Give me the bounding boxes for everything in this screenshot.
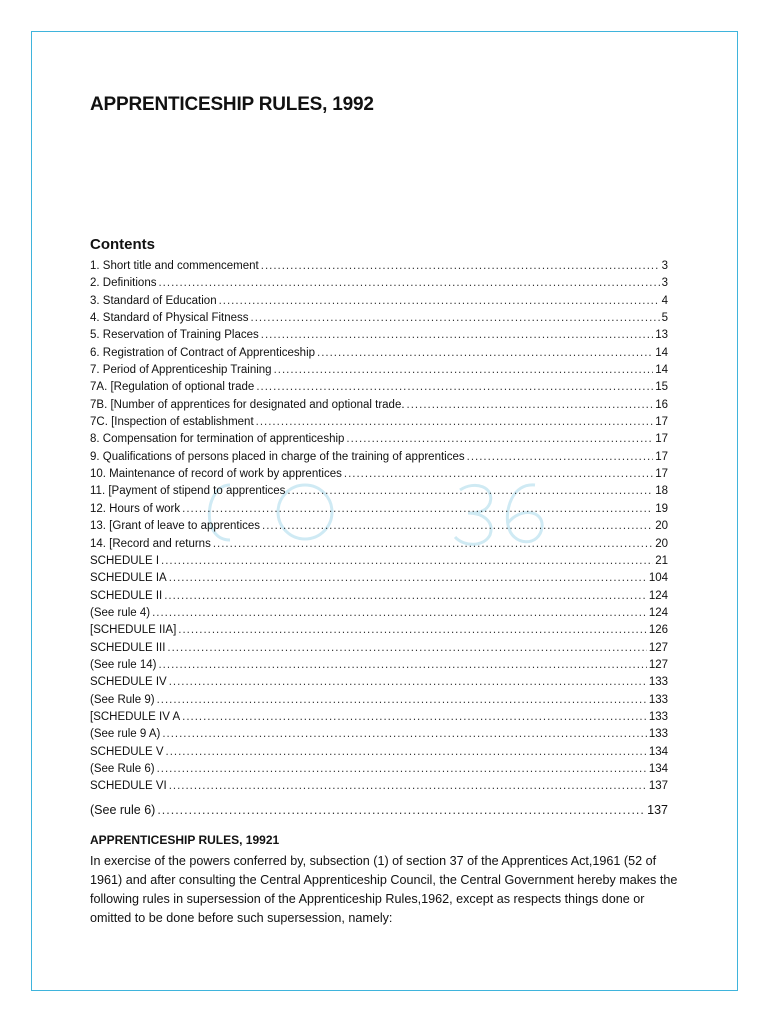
toc-entry-label: 3. Standard of Education <box>90 294 217 307</box>
toc-entry-label: 7C. [Inspection of establishment <box>90 416 254 429</box>
toc-entry[interactable] <box>90 605 668 622</box>
toc-entry[interactable] <box>90 674 668 691</box>
toc-entry-label: SCHEDULE IA <box>90 572 167 585</box>
toc-entry[interactable] <box>90 414 668 431</box>
toc-entry-page: 3 <box>661 277 668 290</box>
toc-entry[interactable] <box>90 431 668 448</box>
toc-entry-label: 2. Definitions <box>90 277 157 290</box>
toc-entry-page: 124 <box>648 589 668 602</box>
toc-leader-dots <box>158 657 646 674</box>
toc-leader-dots <box>261 258 660 275</box>
toc-leader-dots <box>262 518 653 535</box>
toc-entry-label: SCHEDULE V <box>90 745 164 758</box>
toc-entry[interactable] <box>90 622 668 639</box>
toc-entry-label: 6. Registration of Contract of Apprenticeship <box>90 346 316 359</box>
toc-entry[interactable] <box>90 518 668 535</box>
toc-entry[interactable] <box>90 327 668 344</box>
toc-entry-page: 133 <box>648 728 668 741</box>
toc-entry-page: 133 <box>648 693 668 706</box>
toc-entry-page: 3 <box>661 260 668 272</box>
toc-entry-label: 1. Short title and commencement <box>90 260 259 272</box>
toc-leader-dots <box>158 275 659 292</box>
toc-entry-label: SCHEDULE II <box>90 589 163 602</box>
toc-entry[interactable] <box>90 588 668 605</box>
toc-entry[interactable] <box>90 761 668 778</box>
toc-entry-label: (See Rule 6) <box>90 762 155 775</box>
toc-entry-label: SCHEDULE VI <box>90 780 167 793</box>
toc-leader-dots <box>178 622 647 639</box>
toc-entry-page: 19 <box>655 502 668 515</box>
toc-leader-dots <box>157 799 645 821</box>
toc-leader-dots <box>166 744 647 761</box>
toc-entry[interactable] <box>90 483 668 500</box>
toc-leader-dots <box>407 397 654 414</box>
toc-entry-label: 4. Standard of Physical Fitness <box>90 312 249 325</box>
toc-entry-page: 18 <box>655 485 668 498</box>
toc-entry-page: 124 <box>648 606 668 619</box>
table-of-contents <box>90 258 668 821</box>
toc-entry[interactable] <box>90 379 668 396</box>
toc-entry-page: 20 <box>655 520 668 533</box>
toc-leader-dots <box>161 553 653 570</box>
toc-entry-label: (See rule 14) <box>90 658 157 671</box>
section-heading: APPRENTICESHIP RULES, 19921 <box>90 833 280 847</box>
toc-entry-label: 7B. [Number of apprentices for designated and optional trade. <box>90 398 405 411</box>
toc-entry[interactable] <box>90 397 668 414</box>
toc-entry[interactable] <box>90 657 668 674</box>
toc-entry-page: 137 <box>647 802 668 817</box>
toc-entry-label: 12. Hours of work <box>90 502 181 515</box>
toc-entry-page: 17 <box>655 450 668 463</box>
toc-entry-page: 104 <box>648 572 668 585</box>
toc-entry-label: 8. Compensation for termination of apprenticeship <box>90 433 345 446</box>
toc-entry[interactable] <box>90 640 668 657</box>
toc-entry-label: 5. Reservation of Training Places <box>90 329 259 342</box>
toc-entry-page: 16 <box>655 398 668 411</box>
toc-leader-dots <box>261 327 653 344</box>
toc-leader-dots <box>287 483 653 500</box>
toc-entry-page: 17 <box>655 416 668 429</box>
toc-leader-dots <box>157 692 647 709</box>
toc-entry[interactable] <box>90 536 668 553</box>
contents-heading: Contents <box>90 236 155 253</box>
toc-entry[interactable] <box>90 570 668 587</box>
toc-entry[interactable] <box>90 345 668 362</box>
toc-entry[interactable] <box>90 449 668 466</box>
toc-entry[interactable] <box>90 778 668 795</box>
toc-entry-page: 127 <box>648 641 668 654</box>
toc-entry-label: (See rule 9 A) <box>90 728 161 741</box>
preamble-paragraph: In exercise of the powers conferred by, subsection (1) of section 37 of the Apprentices Act,1961 (52 of 1961) and after consulting the Central Apprenticeship Council, the Central Government hereby makes the following rules in supersession of the Apprenticeship Rules,1962, except as respects things done or omitted to be done before such supersession, namely: <box>90 854 678 925</box>
toc-entry[interactable] <box>90 310 668 327</box>
toc-leader-dots <box>317 345 653 362</box>
toc-entry-label: 11. [Payment of stipend to apprentices <box>90 485 286 498</box>
toc-entry-label: 7A. [Regulation of optional trade <box>90 381 255 394</box>
toc-leader-dots <box>169 778 647 795</box>
toc-leader-dots <box>467 449 654 466</box>
toc-entry-page: 5 <box>661 312 668 325</box>
toc-leader-dots <box>213 536 653 553</box>
toc-leader-dots <box>167 640 646 657</box>
toc-leader-dots <box>346 431 653 448</box>
toc-entry-page: 133 <box>648 710 668 723</box>
toc-entry[interactable] <box>90 258 668 275</box>
toc-leader-dots <box>256 379 653 396</box>
toc-entry-page: 134 <box>648 762 668 775</box>
toc-leader-dots <box>256 414 654 431</box>
toc-entry-page: 13 <box>655 329 668 342</box>
toc-entry-page: 134 <box>648 745 668 758</box>
toc-leader-dots <box>219 293 660 310</box>
toc-entry-label: 14. [Record and returns <box>90 537 211 550</box>
toc-entry[interactable] <box>90 293 668 310</box>
toc-entry[interactable] <box>90 501 668 518</box>
toc-entry-label: (See Rule 9) <box>90 693 155 706</box>
toc-leader-dots <box>152 605 647 622</box>
toc-entry[interactable] <box>90 726 668 743</box>
toc-entry-label: SCHEDULE IV <box>90 676 167 689</box>
toc-entry-label: (See rule 6) <box>90 802 156 817</box>
toc-entry-label: 9. Qualifications of persons placed in charge of the training of apprentices <box>90 450 465 463</box>
toc-entry-page: 14 <box>655 364 668 377</box>
toc-entry-page: 14 <box>655 346 668 359</box>
toc-entry-page: 133 <box>648 676 668 689</box>
toc-entry-page: 17 <box>655 468 668 481</box>
toc-leader-dots <box>164 588 647 605</box>
toc-entry[interactable] <box>90 466 668 483</box>
toc-entry-page: 126 <box>648 624 668 637</box>
toc-entry-label: SCHEDULE III <box>90 641 166 654</box>
toc-entry-label: SCHEDULE I <box>90 554 160 567</box>
toc-leader-dots <box>162 726 646 743</box>
toc-leader-dots <box>182 501 653 518</box>
toc-entry-label: 7. Period of Apprenticeship Training <box>90 364 272 377</box>
toc-entry-label: 13. [Grant of leave to apprentices <box>90 520 261 533</box>
toc-entry-label: [SCHEDULE IV A <box>90 710 181 723</box>
toc-leader-dots <box>169 674 647 691</box>
document-title: APPRENTICESHIP RULES, 1992 <box>90 94 374 115</box>
toc-entry[interactable] <box>90 744 668 761</box>
toc-entry[interactable] <box>90 362 668 379</box>
toc-leader-dots <box>251 310 660 327</box>
toc-entry-page: 17 <box>655 433 668 446</box>
toc-entry-page: 137 <box>648 780 668 793</box>
toc-entry[interactable] <box>90 799 668 821</box>
toc-entry-page: 4 <box>661 294 668 307</box>
toc-leader-dots <box>182 709 647 726</box>
toc-leader-dots <box>274 362 654 379</box>
toc-leader-dots <box>157 761 647 778</box>
toc-entry-label: (See rule 4) <box>90 606 151 619</box>
toc-entry-page: 20 <box>655 537 668 550</box>
toc-entry-page: 21 <box>655 554 668 567</box>
toc-entry[interactable] <box>90 553 668 570</box>
toc-entry-label: [SCHEDULE IIA] <box>90 624 177 637</box>
toc-leader-dots <box>169 570 647 587</box>
toc-entry-label: 10. Maintenance of record of work by apprentices <box>90 468 342 481</box>
toc-entry-page: 127 <box>648 658 668 671</box>
toc-entry[interactable] <box>90 692 668 709</box>
toc-entry[interactable] <box>90 275 668 292</box>
toc-entry-page: 15 <box>655 381 668 394</box>
toc-entry[interactable] <box>90 709 668 726</box>
toc-leader-dots <box>344 466 653 483</box>
